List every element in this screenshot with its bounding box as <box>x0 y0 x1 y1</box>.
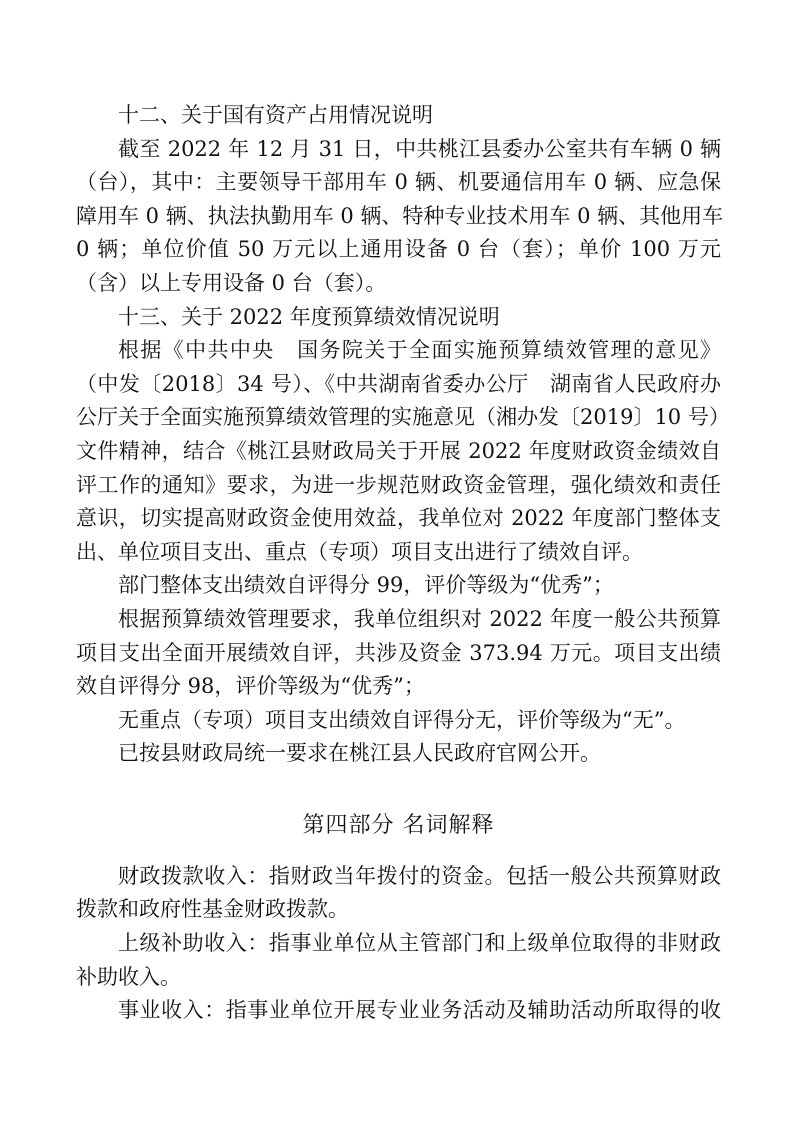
section-13-paragraph-1 <box>76 334 730 569</box>
text-line: 事业收入：指事业单位开展专业业务活动及辅助活动所取得的收 <box>118 998 721 1023</box>
section-13-title: 十三、关于 2022 年度预算绩效情况说明 <box>118 304 500 329</box>
text-line: 项目支出全面开展绩效自评，共涉及资金 373.94 万元。项目支出绩 <box>76 640 721 665</box>
section-12-title: 十二、关于国有资产占用情况说明 <box>118 103 433 127</box>
text-line: （中发〔2018〕34 号）、《中共湖南省委办公厅 湖南省人民政府办 <box>76 371 721 396</box>
text-line: 公厅关于全面实施预算绩效管理的实施意见（湘办发〔2019〕10 号） <box>76 405 730 430</box>
text-line: 意识，切实提高财政资金使用效益，我单位对 2022 年度部门整体支 <box>76 506 721 531</box>
text-line: 0 辆；单位价值 50 万元以上通用设备 0 台（套）；单价 100 万元 <box>76 237 721 262</box>
text-line: 根据《中共中央 国务院关于全面实施预算绩效管理的意见》 <box>118 338 721 363</box>
term-superior-subsidy <box>76 927 721 994</box>
document-page <box>76 99 730 1028</box>
publication-paragraph: 已按县财政局统一要求在桃江县人民政府官网公开。 <box>118 741 601 766</box>
overall-score-paragraph: 部门整体支出绩效自评得分 99，评价等级为“优秀”； <box>118 573 614 598</box>
text-line: 效自评得分 98，评价等级为“优秀”； <box>76 674 425 699</box>
section-12-body <box>76 133 724 301</box>
text-line: 出、单位项目支出、重点（专项）项目支出进行了绩效自评。 <box>76 539 643 564</box>
text-line: 根据预算绩效管理要求，我单位组织对 2022 年度一般公共预算 <box>118 606 721 631</box>
text-line: 评工作的通知》要求，为进一步规范财政资金管理，强化绩效和责任 <box>76 472 721 497</box>
text-line: （含）以上专用设备 0 台（套）。 <box>76 270 387 295</box>
text-line: 截至 2022 年 12 月 31 日，中共桃江县委办公室共有车辆 0 辆 <box>118 136 721 161</box>
part-4-heading: 第四部分 名词解释 <box>302 812 495 838</box>
text-line: 文件精神，结合《桃江县财政局关于开展 2022 年度财政资金绩效自 <box>76 438 721 463</box>
project-score-paragraph <box>76 603 721 704</box>
text-line: （台），其中：主要领导干部用车 0 辆、机要通信用车 0 辆、应急保 <box>76 170 721 195</box>
text-line: 拨款和政府性基金财政拨款。 <box>76 897 349 922</box>
key-project-paragraph: 无重点（专项）项目支出绩效自评得分无，评价等级为“无”。 <box>118 707 686 732</box>
text-line: 财政拨款收入：指财政当年拨付的资金。包括一般公共预算财政 <box>118 863 721 888</box>
text-line: 障用车 0 辆、执法执勤用车 0 辆、特种专业技术用车 0 辆、其他用车 <box>76 203 724 228</box>
text-line: 补助收入。 <box>76 964 181 989</box>
term-fiscal-appropriation <box>76 860 721 927</box>
text-line: 上级补助收入：指事业单位从主管部门和上级单位取得的非财政 <box>118 931 721 956</box>
term-business-income <box>76 994 721 1028</box>
